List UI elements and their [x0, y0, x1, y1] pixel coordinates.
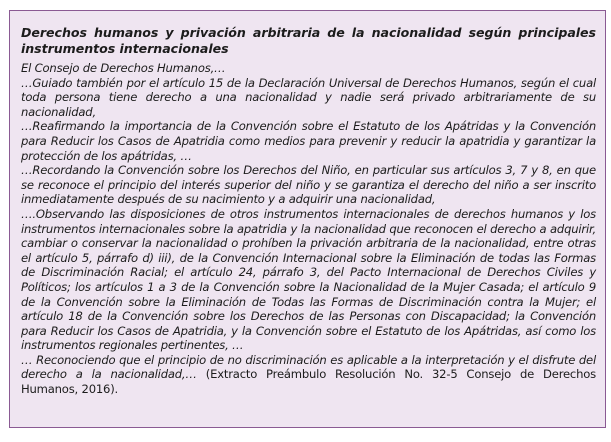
- paragraph-recordando: …Recordando la Convención sobre los Derechos del Niño, en particular sus artículos 3, 7 y 8, en que se reconoce el principio del interés superior del niño y se garantiza el derecho del niño a ser inscrito inmediatamente después de su nacimiento y a adquirir una nacionalidad,: [21, 163, 596, 207]
- paragraph-reafirmando: …Reafirmando la importancia de la Convención sobre el Estatuto de los Apátridas y la Convención para Reducir los Casos de Apatridia como medios para prevenir y reducir la apatridia y garantizar la protección de los apátridas, …: [21, 119, 596, 163]
- paragraph-intro: El Consejo de Derechos Humanos,…: [21, 61, 226, 75]
- paragraph-observando: ….Observando las disposiciones de otros instrumentos internacionales de derechos humanos y los instrumentos internacionales sobre la apatridia y la nacionalidad que reconocen el derecho a adquirir, cambiar o conservar la nacionalidad o prohíben la privación arbitraria de la nacionalidad, entre otras el artículo 5, párrafo d) iii), de la Convención Internacional sobre la Eliminación de todas las Formas de Discriminación Racial; el artículo 24, párrafo 3, del Pacto Internacional de Derechos Civiles y Políticos; los artículos 1 a 3 de la Convención sobre la Nacionalidad de la Mujer Casada; el artículo 9 de la Convención sobre la Eliminación de Todas las Formas de Discriminación contra la Mujer; el artículo 18 de la Convención sobre los Derechos de las Personas con Discapacidad; la Convención para Reducir los Casos de Apatridia, y la Convención sobre el Estatuto de los Apátridas, así como los instrumentos regionales pertinentes, …: [21, 206, 596, 353]
- citation: (Extracto Preámbulo Resolución No. 32-5 Consejo de Derechos Humanos, 2016).: [21, 367, 596, 397]
- paragraph-reconociendo: [21, 353, 596, 397]
- quote-box: [9, 10, 606, 428]
- paragraph-guiado: …Guiado también por el artículo 15 de la Declaración Universal de Derechos Humanos, según el cual toda persona tiene derecho a una nacionalidad y nadie será privado arbitrariamente de su nacionalidad,: [21, 75, 596, 119]
- reconociendo-text: … Reconociendo que el principio de no discriminación es aplicable a la interpretación y el disfrute del derecho a la nacionalidad,…: [21, 352, 596, 382]
- box-title: Derechos humanos y privación arbitraria de la nacionalidad según principales instrumentos internacionales: [21, 25, 596, 56]
